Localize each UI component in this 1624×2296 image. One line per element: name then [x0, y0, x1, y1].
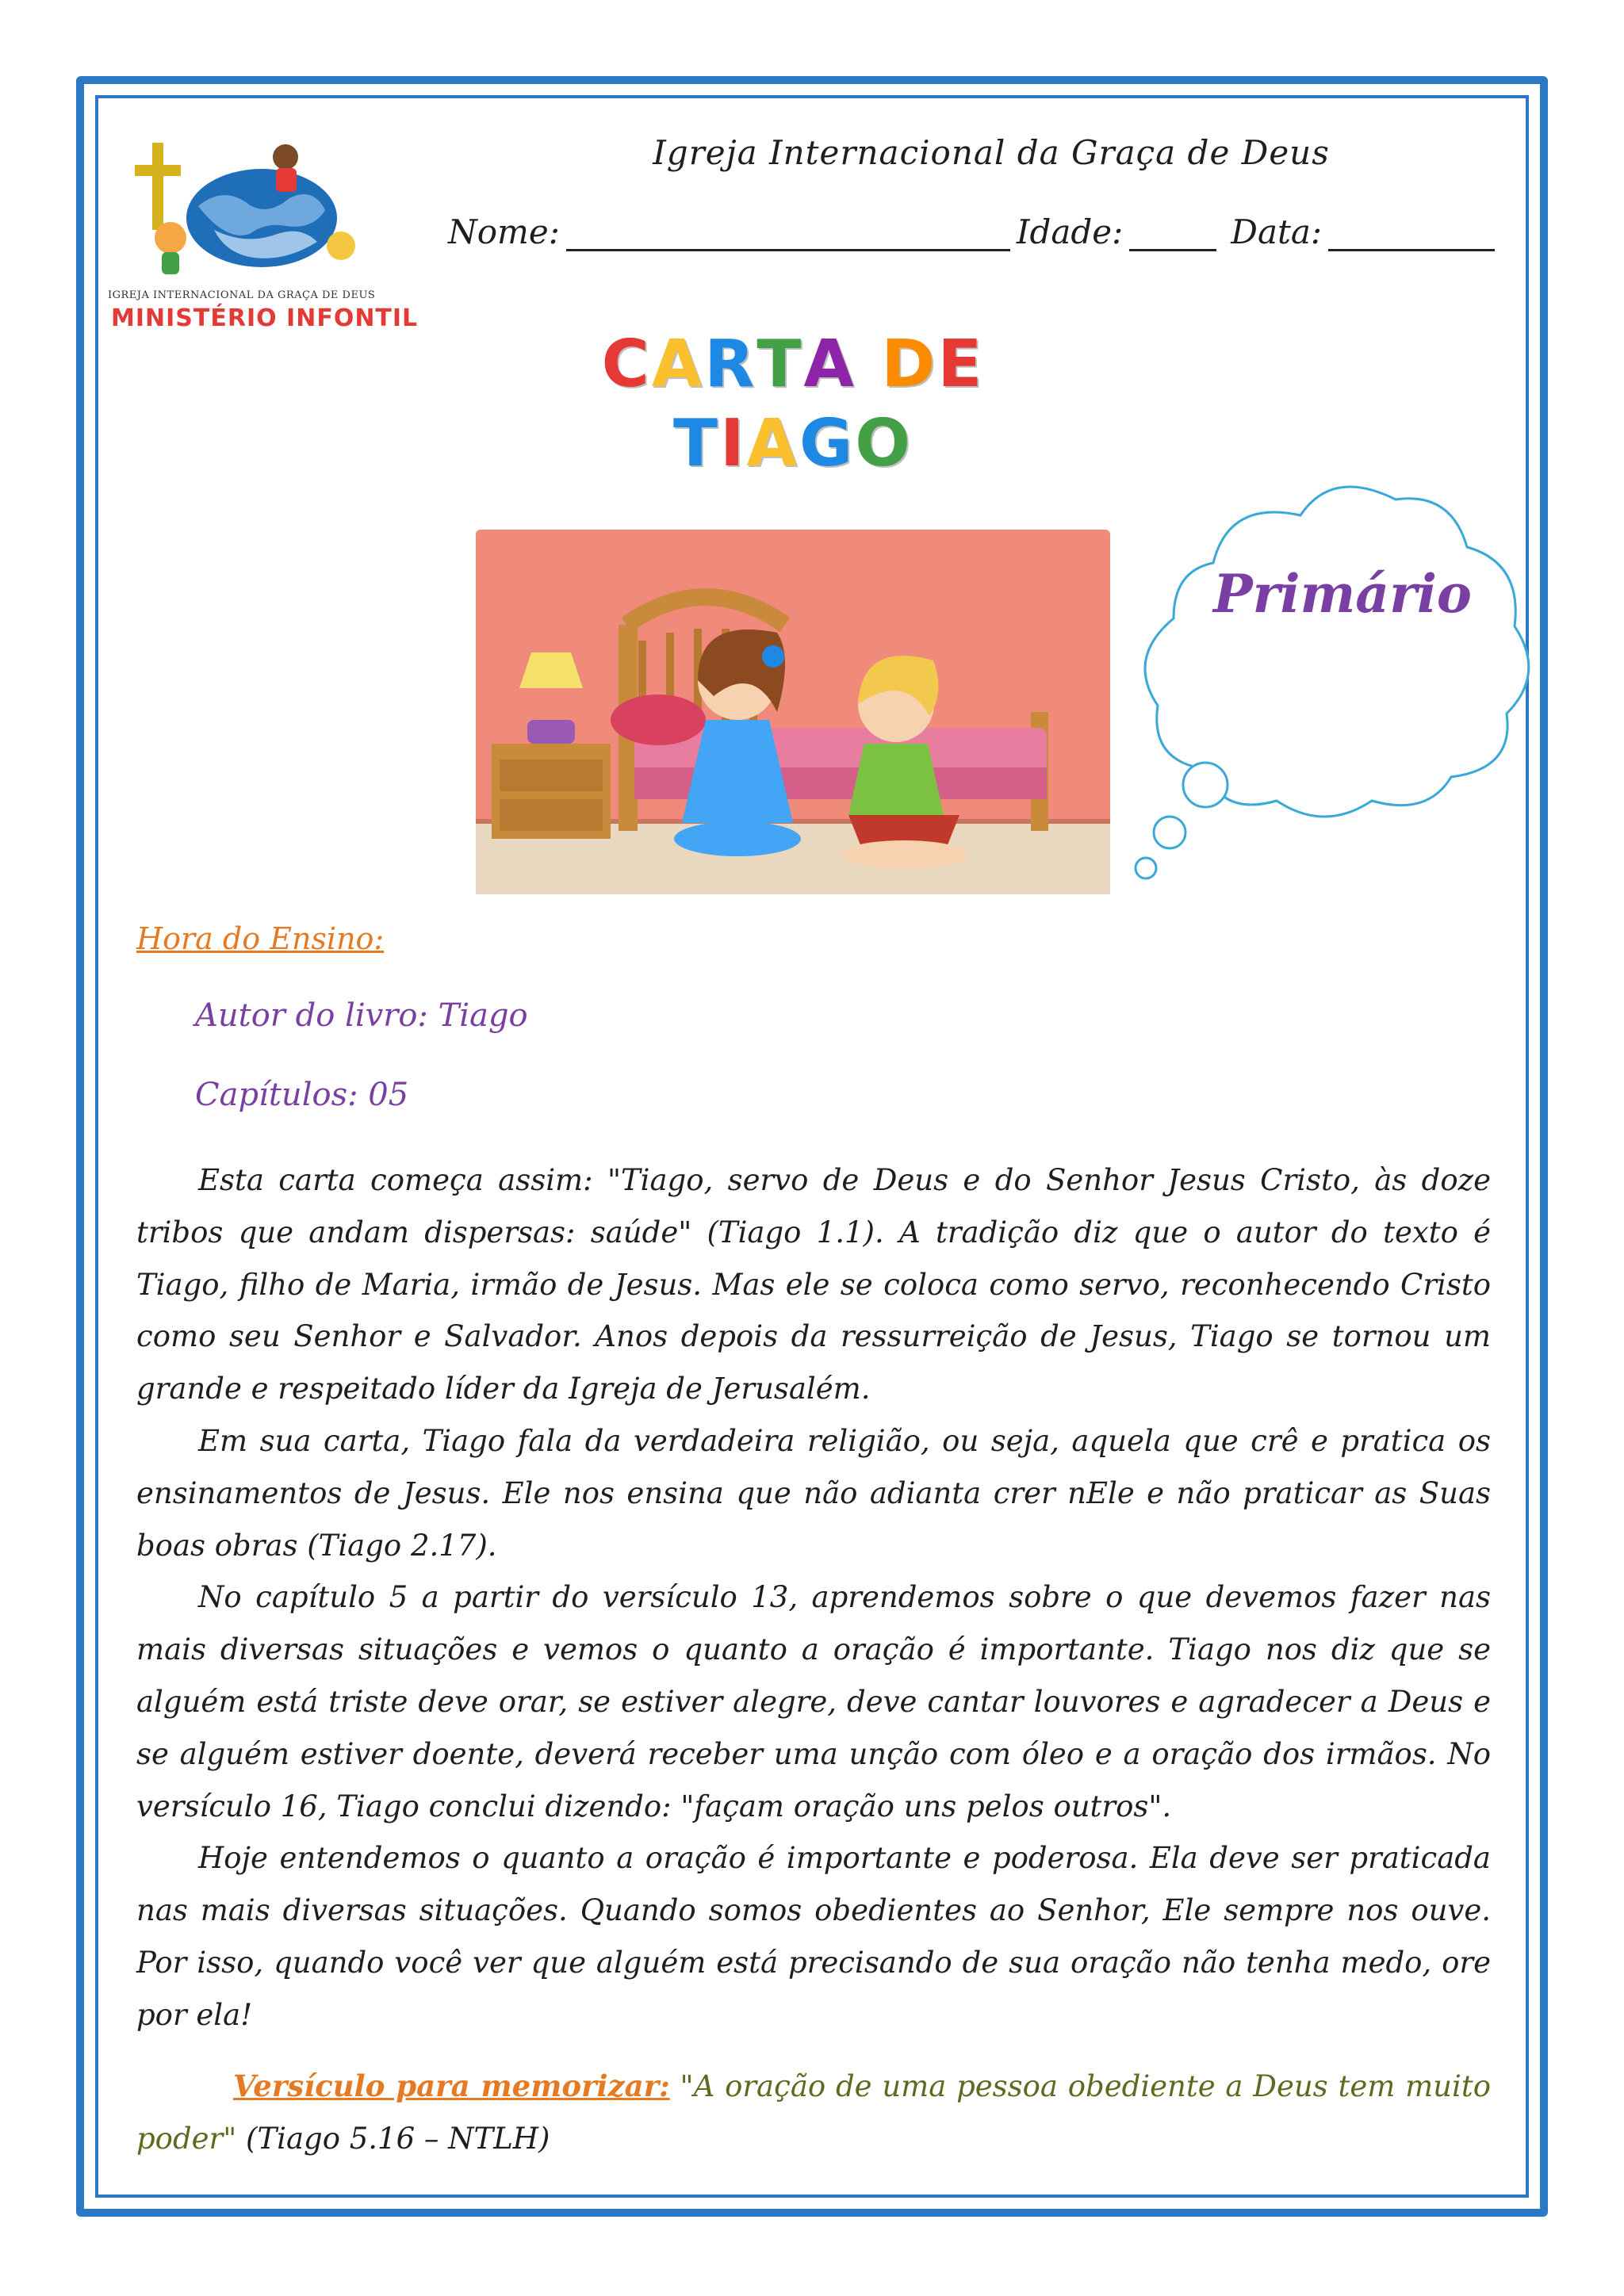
section-heading: Hora do Ensino: [136, 921, 385, 956]
age-field[interactable] [1129, 217, 1216, 251]
date-field[interactable] [1328, 217, 1495, 251]
title-letter: G [799, 406, 856, 481]
paragraph-3: No capítulo 5 a partir do versículo 13, aprendemos sobre o que devemos fazer nas mais diversas situações e vemos o quanto a oração é importante. Tiago nos diz que se alguém está triste deve orar, se estiver alegre, deve cantar louvores e agradecer a Deus e se alguém estiver doente, deverá receber uma unção com óleo e a oração dos irmãos. No versículo 16, Tiago conclui dizendo: "façam oração uns pelos outros". [136, 1580, 1491, 1823]
girls-praying-illustration [476, 530, 1110, 894]
student-info-line [448, 212, 1503, 251]
memory-verse-label: Versículo para memorizar: [233, 2068, 670, 2103]
ministry-logo [95, 119, 419, 333]
title-letter [856, 325, 882, 404]
book-author: Autor do livro: Tiago [195, 997, 528, 1034]
title-letter: A [803, 327, 856, 402]
thought-cloud [1094, 444, 1554, 888]
title-letter: R [704, 327, 757, 402]
paragraph-2: Em sua carta, Tiago fala da verdadeira religião, ou seja, aquela que crê e pratica os ensinamentos de Jesus. Ele nos ensina que não adianta crer nEle e não praticar as Suas boas obras (Tiago 2.17). [136, 1423, 1491, 1563]
title-letter: E [937, 327, 985, 402]
page-title [555, 325, 1031, 484]
date-label: Data: [1231, 212, 1323, 251]
book-chapters: Capítulos: 05 [195, 1077, 409, 1113]
title-letter: T [673, 406, 720, 481]
church-name: Igreja Internacional da Graça de Deus [653, 133, 1330, 172]
memory-verse-text: "A oração de uma pessoa obediente a Deus tem muito poder" [136, 2069, 1491, 2156]
memory-verse-reference: (Tiago 5.16 – NTLH) [246, 2122, 550, 2156]
title-line-2 [555, 404, 1031, 484]
memory-verse [136, 2060, 1491, 2165]
lesson-text [136, 1154, 1491, 2042]
paragraph-1: Esta carta começa assim: "Tiago, servo de Deus e do Senhor Jesus Cristo, às doze tribos que andam dispersas: saúde" (Tiago 1.1). A tradição diz que o autor do texto é Tiago, filho de Maria, irmão de Jesus. Mas ele se coloca como servo, reconhecendo Cristo como seu Senhor e Salvador. Anos depois da ressurreição de Jesus, Tiago se tornou um grande e respeitado líder da Igreja de Jerusalém. [136, 1163, 1491, 1406]
title-letter: I [719, 406, 747, 481]
name-field[interactable] [566, 217, 1010, 251]
age-label: Idade: [1016, 212, 1124, 251]
title-line-1 [555, 325, 1031, 404]
title-letter: A [746, 406, 799, 481]
paragraph-4: Hoje entendemos o quanto a oração é importante e poderosa. Ela deve ser praticada nas mais diversas situações. Quando somos obedientes ao Senhor, Ele sempre nos ouve. Por isso, quando você ver que alguém está precisando de sua oração não tenha medo, ore por ela! [136, 1841, 1491, 2032]
title-letter: T [756, 327, 804, 402]
title-letter: O [855, 406, 913, 481]
title-letter: A [651, 327, 705, 402]
title-letter: C [601, 327, 652, 402]
logo-text-church: IGREJA INTERNACIONAL DA GRAÇA DE DEUS [108, 289, 376, 301]
title-letter: D [881, 327, 938, 402]
class-level-label: Primário [1213, 563, 1472, 625]
logo-text-ministry: MINISTÉRIO INFONTIL [111, 304, 419, 332]
name-label: Nome: [448, 212, 560, 251]
